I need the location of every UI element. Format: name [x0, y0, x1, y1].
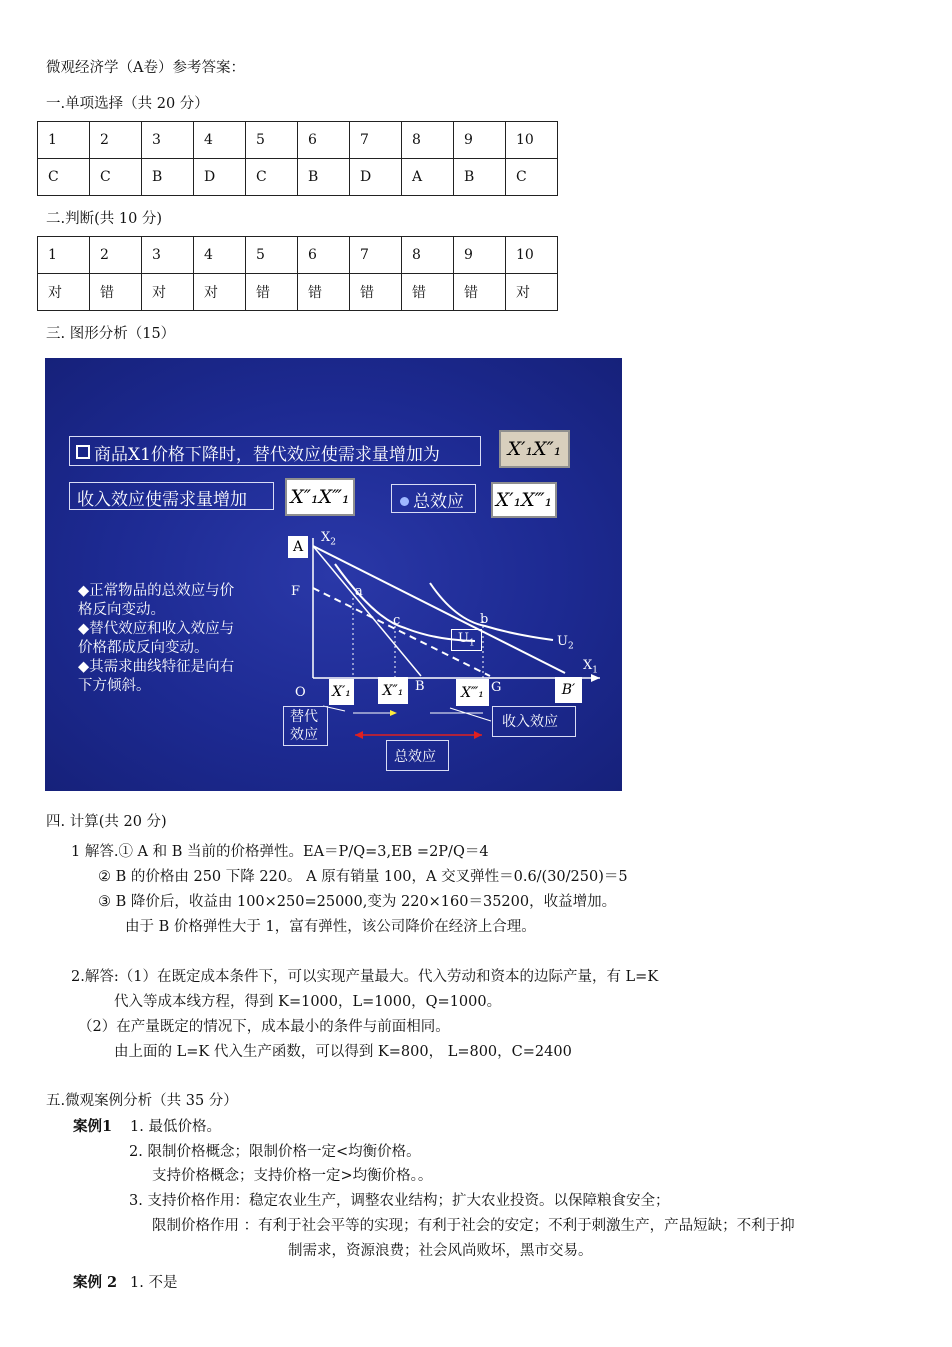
table-row: [38, 159, 558, 196]
table-cell: 2: [90, 237, 142, 274]
table-cell: 3: [142, 122, 194, 159]
calc-line: 2.解答:（1）在既定成本条件下，可以实现产量最大。代入劳动和资本的边际产量，有 L=K: [71, 969, 659, 985]
calc-line: ② B 的价格由 250 下降 220。 A 原有销量 100，A 交叉弹性＝0.6/(30/250)＝5: [98, 869, 628, 885]
table-row: [38, 237, 558, 274]
table-cell: 8: [402, 122, 454, 159]
table-cell: 5: [246, 122, 298, 159]
calc-line: （2）在产量既定的情况下，成本最小的条件与前面相同。: [78, 1019, 450, 1035]
table-cell: 6: [298, 122, 350, 159]
point-b-label: b: [480, 612, 489, 627]
point-b-axis-label: B: [415, 679, 425, 694]
point-g-label: G: [491, 680, 502, 695]
single-choice-table: [37, 121, 558, 196]
case-line: 1. 不是: [130, 1275, 178, 1291]
table-cell: 错: [246, 274, 298, 311]
table-cell: 4: [194, 237, 246, 274]
table-cell: 1: [38, 237, 90, 274]
table-cell: 9: [454, 122, 506, 159]
income-effect-caption: 收入效应使需求量增加: [69, 482, 274, 510]
point-a-tangent-label: a: [355, 584, 363, 599]
table-cell: 对: [142, 274, 194, 311]
section-5-heading: 五.微观案例分析（共 35 分）: [46, 1093, 238, 1109]
table-cell: 错: [402, 274, 454, 311]
calc-line: 代入等成本线方程，得到 K=1000，L=1000，Q=1000。: [114, 994, 502, 1010]
table-cell: B: [454, 159, 506, 196]
table-cell: B: [298, 159, 350, 196]
bullet-line: ◆替代效应和收入效应与: [78, 621, 235, 637]
total-effect-label: 总效应: [386, 740, 449, 771]
arrow-head-icon: [355, 731, 363, 739]
x1-triple-prime-tick: X‴₁: [456, 679, 489, 706]
caption-text: 商品X1价格下降时，替代效应使需求量增加为: [94, 445, 440, 465]
x1-prime-tick: X′₁: [329, 679, 354, 705]
bullet-line: ◆正常物品的总效应与价: [78, 583, 235, 599]
calc-line: 由于 B 价格弹性大于 1，富有弹性，该公司降价在经济上合理。: [125, 919, 536, 935]
income-math-box: X″₁X‴₁: [285, 478, 355, 516]
table-cell: 2: [90, 122, 142, 159]
origin-label: O: [295, 685, 306, 700]
table-cell: 1: [38, 122, 90, 159]
table-cell: 对: [506, 274, 558, 311]
u1-label: $U_1$: [451, 629, 482, 651]
point-f-label: F: [291, 584, 301, 599]
case-line: 2. 限制价格概念；限制价格一定<均衡价格。: [129, 1144, 421, 1160]
budget-line-ab: [313, 546, 421, 676]
case-line: 1. 最低价格。: [130, 1119, 221, 1135]
case-line: 支持价格概念；支持价格一定>均衡价格。。: [152, 1168, 433, 1184]
table-cell: C: [506, 159, 558, 196]
indifference-curve-u2: [430, 583, 553, 640]
section-3-heading: 三. 图形分析（15）: [46, 326, 176, 342]
point-c-label: c: [393, 613, 401, 628]
calc-line: ③ B 降价后，收益由 100×250=25000,变为 220×160＝35200，收益增加。: [98, 894, 617, 910]
table-cell: 3: [142, 237, 194, 274]
income-effect-label: 收入效应: [492, 706, 576, 737]
section-4-heading: 四. 计算(共 20 分): [46, 814, 167, 830]
table-cell: 错: [350, 274, 402, 311]
point-a-label: A: [288, 536, 308, 558]
budget-line-ab-prime: [313, 546, 565, 673]
caption-text: 总效应: [413, 492, 464, 512]
case-line: 制需求，资源浪费；社会风尚败坏，黑市交易。: [288, 1243, 593, 1259]
b-prime-tick: B′: [555, 677, 582, 703]
calc-line: 1 解答.① A 和 B 当前的价格弹性。EA＝P/Q=3,EB =2P/Q＝4: [71, 844, 489, 860]
arrow-head-icon: [390, 710, 397, 716]
table-cell: C: [38, 159, 90, 196]
bullet-line: 价格都成反向变动。: [78, 640, 209, 656]
section-1-heading: 一.单项选择（共 20 分）: [46, 96, 209, 112]
table-cell: 对: [194, 274, 246, 311]
case-1-label: 案例1: [73, 1118, 113, 1135]
table-cell: 错: [90, 274, 142, 311]
table-row: [38, 122, 558, 159]
arrow-head-icon: [474, 731, 482, 739]
table-cell: C: [90, 159, 142, 196]
calc-line: 由上面的 L=K 代入生产函数，可以得到 K=800， L=800，C=2400: [114, 1044, 572, 1060]
bullet-line: 格反向变动。: [78, 602, 165, 618]
table-cell: 10: [506, 122, 558, 159]
table-cell: 4: [194, 122, 246, 159]
x1-axis-label: $X_1$: [583, 658, 598, 676]
table-cell: C: [246, 159, 298, 196]
figure-slide: [45, 358, 622, 791]
table-cell: B: [142, 159, 194, 196]
table-cell: 10: [506, 237, 558, 274]
x1-double-prime-tick: X″₁: [378, 677, 408, 704]
bullet-line: ◆其需求曲线特征是向右: [78, 659, 235, 675]
table-cell: 对: [38, 274, 90, 311]
document-title: 微观经济学（A卷）参考答案：: [46, 60, 245, 76]
pointer-line: [450, 708, 491, 721]
table-cell: 7: [350, 237, 402, 274]
table-row: [38, 274, 558, 311]
case-line: 3. 支持价格作用：稳定农业生产，调整农业结构；扩大农业投资。以保障粮食安全；: [129, 1193, 670, 1209]
table-cell: 7: [350, 122, 402, 159]
table-cell: A: [402, 159, 454, 196]
table-cell: D: [194, 159, 246, 196]
table-cell: 6: [298, 237, 350, 274]
table-cell: 8: [402, 237, 454, 274]
table-cell: D: [350, 159, 402, 196]
substitution-effect-label: 替代 效应: [283, 706, 328, 746]
u2-label: $U_2$: [557, 634, 574, 652]
table-cell: 错: [454, 274, 506, 311]
true-false-table: [37, 236, 558, 311]
table-cell: 错: [298, 274, 350, 311]
bullet-line: 下方倾斜。: [78, 678, 151, 694]
table-cell: 5: [246, 237, 298, 274]
case-2-label: 案例 2: [73, 1274, 118, 1291]
section-2-heading: 二.判断(共 10 分): [46, 211, 163, 227]
substitution-math-box: X′₁X″₁: [499, 430, 570, 468]
table-cell: 9: [454, 237, 506, 274]
x2-axis-label: $X_2$: [321, 530, 336, 548]
total-math-box: X′₁X‴₁: [491, 482, 557, 518]
case-line: 限制价格作用 ：有利于社会平等的实现；有利于社会的安定；不利于刺激生产，产品短缺；不利于抑: [152, 1218, 795, 1234]
